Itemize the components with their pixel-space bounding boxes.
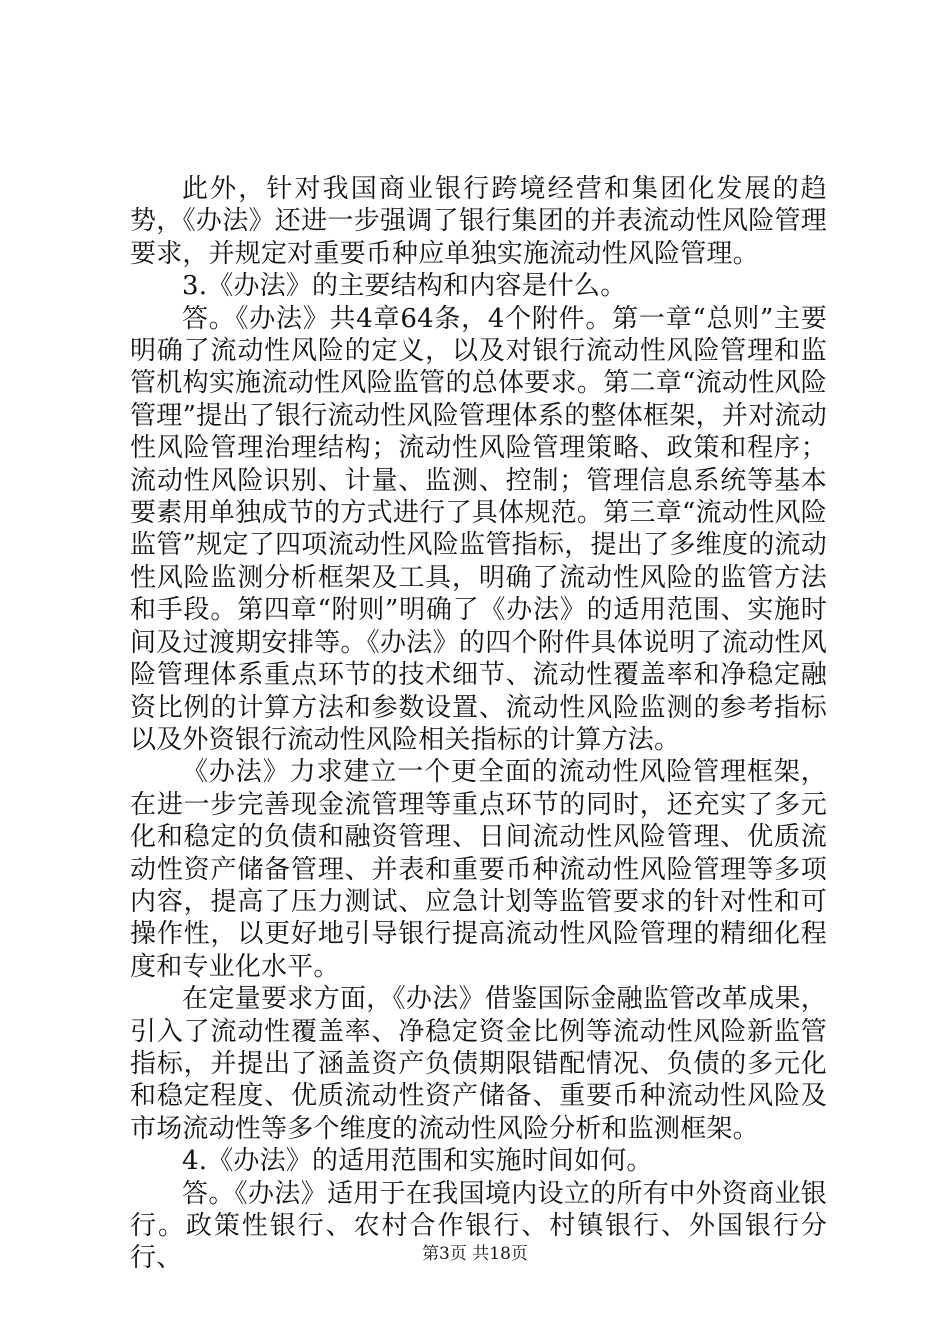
- answer-3-paragraph: 答。《办法》共4章64条，4个附件。第一章“总则”主要明确了流动性风险的定义，以及对银行流动性风险管理和监管机构实施流动性风险监管的总体要求。第二章“流动性风险管理”提出了银行流动性风险管理体系的整体框架，并对流动性风险管理治理结构；流动性风险管理策略、政策和程序；流动性风险识别、计量、监测、控制；管理信息系统等基本要素用单独成节的方式进行了具体规范。第三章“流动性风险监管”规定了四项流动性风险监管指标，提出了多维度的流动性风险监测分析框架及工具，明确了流动性风险的监管方法和手段。第四章“附则”明确了《办法》的适用范围、实施时间及过渡期安排等。《办法》的四个附件具体说明了流动性风险管理体系重点环节的技术细节、流动性覆盖率和净稳定融资比例的计算方法和参数设置、流动性风险监测的参考指标以及外资银行流动性风险相关指标的计算方法。: [130, 303, 827, 755]
- answer-4-paragraph: 答。《办法》适用于在我国境内设立的所有中外资商业银行。政策性银行、农村合作银行、村镇银行、外国银行分行、: [130, 1178, 827, 1274]
- question-4-heading: 4.《办法》的适用范围和实施时间如何。: [182, 1146, 653, 1177]
- paragraph-framework: 《办法》力求建立一个更全面的流动性风险管理框架，在进一步完善现金流管理等重点环节的同时，还充实了多元化和稳定的负债和融资管理、日间流动性风险管理、优质流动性资产储备管理、并表和重要币种流动性风险管理等多项内容，提高了压力测试、应急计划等监管要求的针对性和可操作性，以更好地引导银行提高流动性风险管理的精细化程度和专业化水平。: [130, 757, 827, 982]
- page-footer: 第3页 共18页: [422, 1244, 528, 1264]
- document-body: [130, 173, 827, 1275]
- paragraph-cross-border: 此外，针对我国商业银行跨境经营和集团化发展的趋势，《办法》还进一步强调了银行集团的并表流动性风险管理要求，并规定对重要币种应单独实施流动性风险管理。: [130, 174, 827, 269]
- question-3-heading: 3.《办法》的主要结构和内容是什么。: [182, 271, 627, 302]
- paragraph-quantitative: 在定量要求方面，《办法》借鉴国际金融监管改革成果，引入了流动性覆盖率、净稳定资金比例等流动性风险新监管指标，并提出了涵盖资产负债期限错配情况、负债的多元化和稳定程度、优质流动性资产储备、重要币种流动性风险及市场流动性等多个维度的流动性风险分析和监测框架。: [130, 984, 827, 1144]
